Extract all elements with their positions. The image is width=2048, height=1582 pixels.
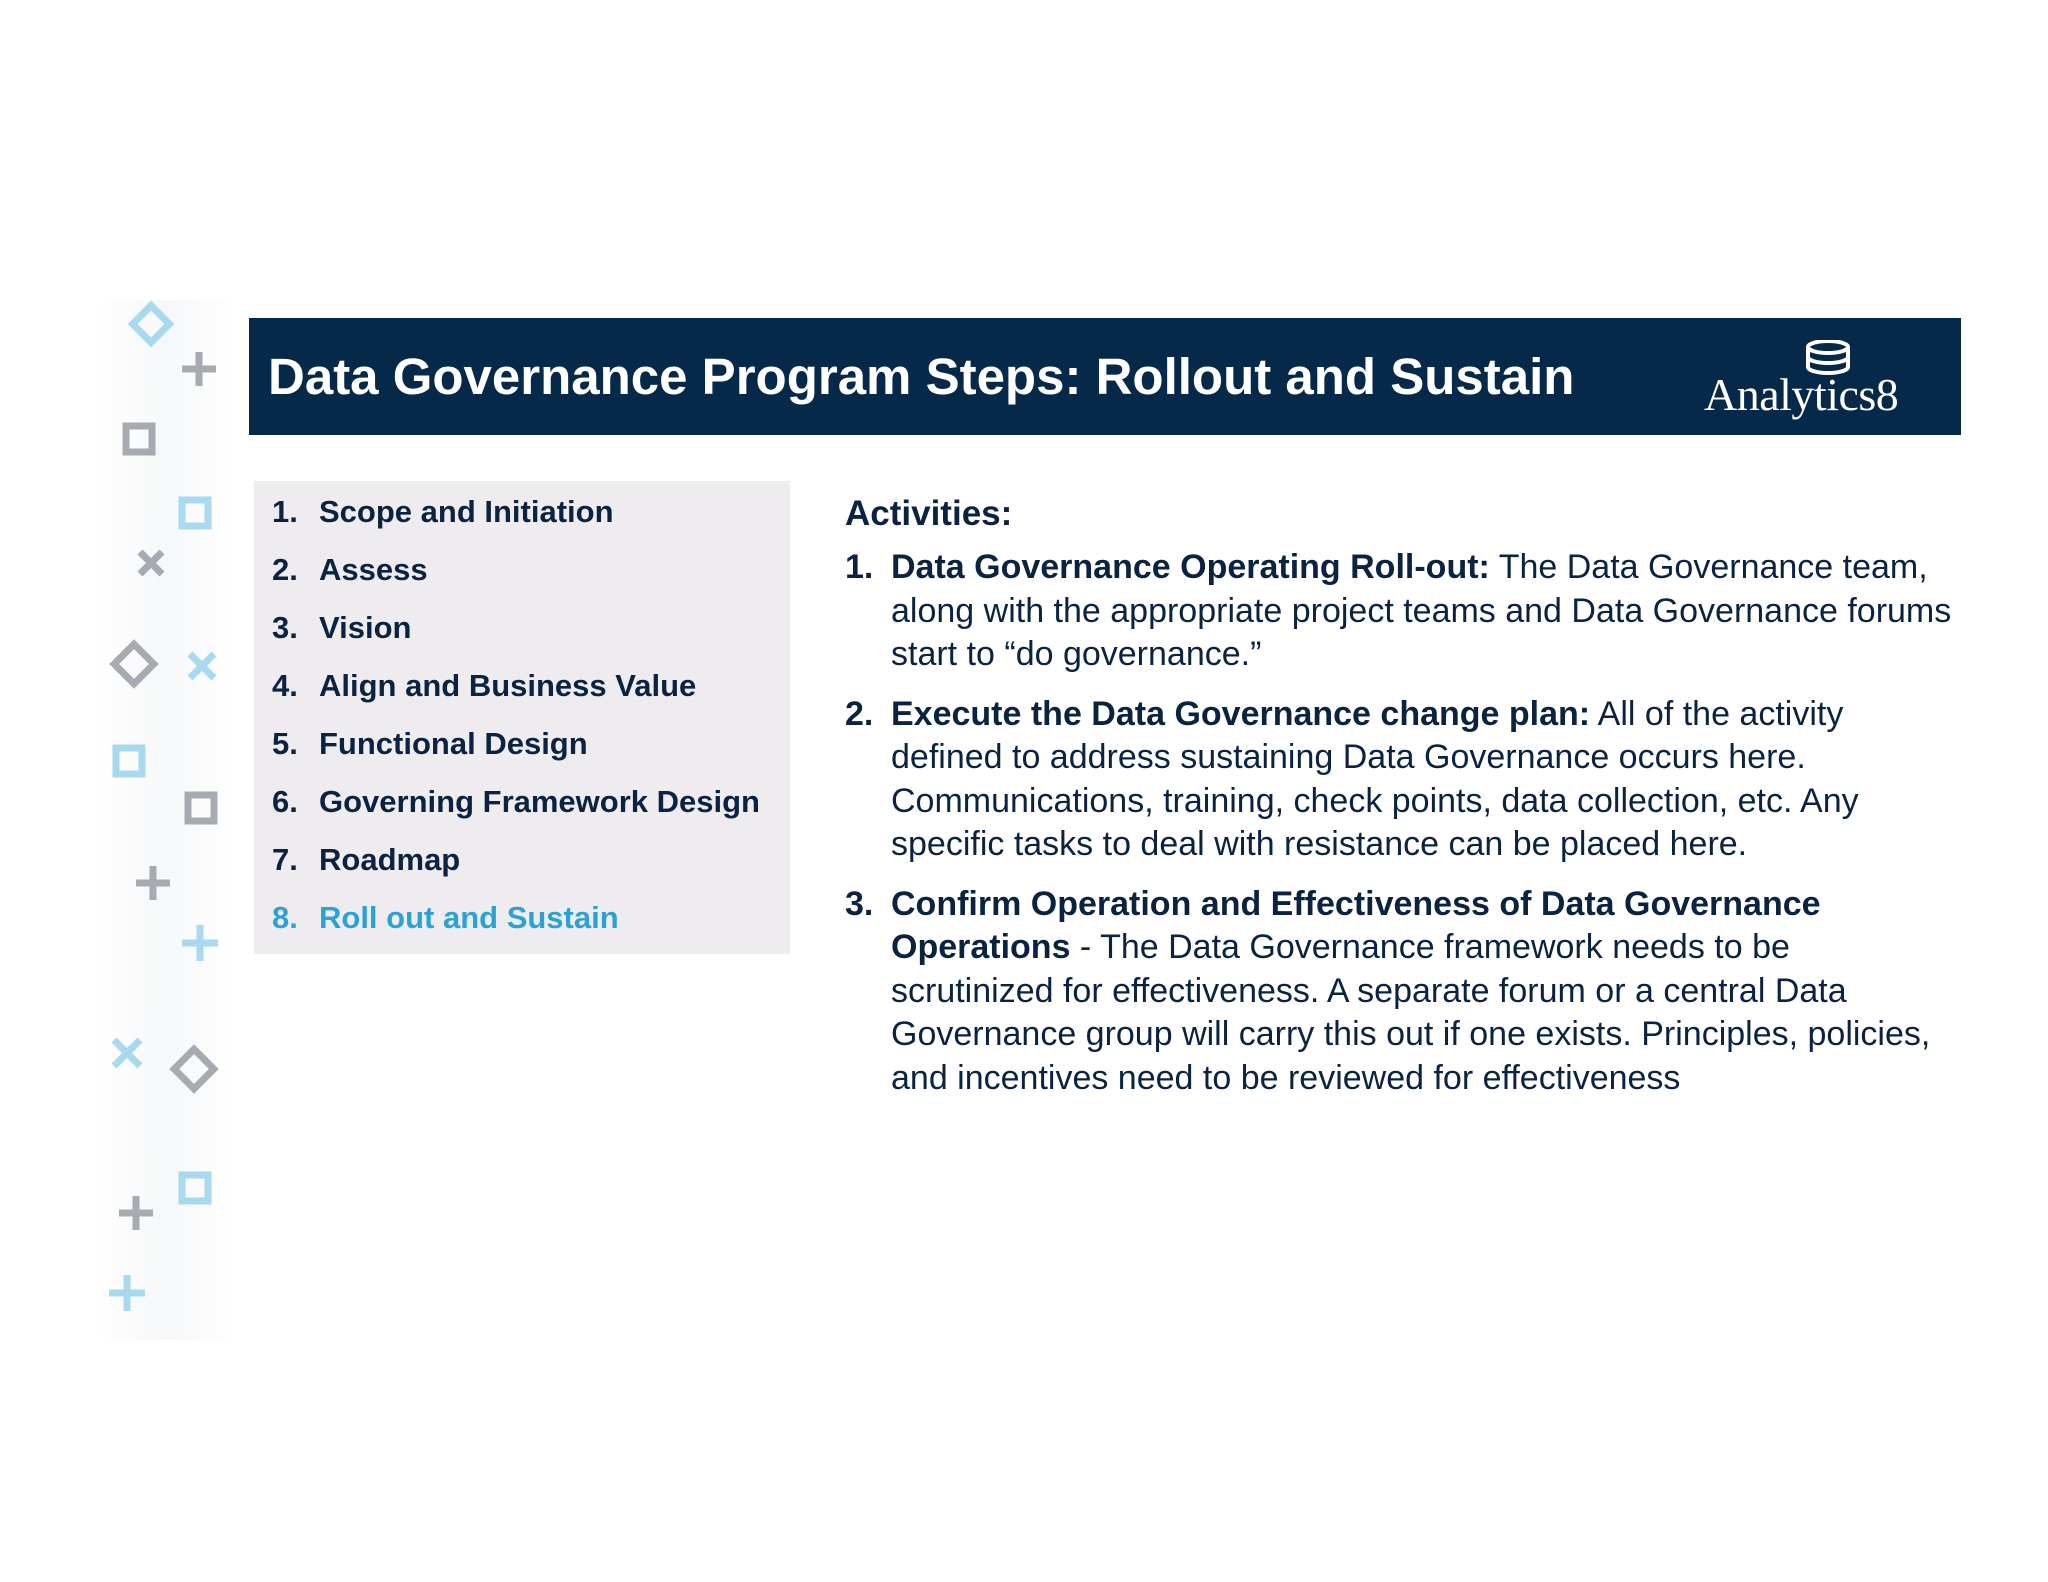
company-logo — [1704, 340, 1919, 420]
activity-title: Execute the Data Governance change plan: — [891, 694, 1591, 733]
step-label: Governing Framework Design — [319, 784, 760, 819]
activity-title: Data Governance Operating Roll-out: — [891, 548, 1490, 586]
step-number: 8. — [272, 900, 298, 935]
step-item-vision — [272, 608, 411, 648]
activity-text: The Data Governance team, along with the appropriate project teams and Data Governance forums start to “do governance.” — [891, 548, 1952, 673]
activity-item-confirm-operation — [845, 883, 1955, 1101]
activity-number: 1. — [845, 548, 874, 586]
activity-text: All of the activity defined to address sustaining Data Governance occurs here. Communications, training, check points, data collection, etc. Any specific tasks to deal with resistance can be placed here. — [891, 694, 1859, 863]
activity-number: 2. — [845, 694, 874, 733]
step-number: 4. — [272, 668, 298, 703]
activity-number: 3. — [845, 884, 874, 923]
step-item-governing-framework — [272, 782, 760, 822]
activity-item-rollout — [845, 546, 1955, 677]
step-label: Align and Business Value — [319, 668, 697, 703]
program-steps-panel — [254, 481, 790, 954]
step-number: 7. — [272, 842, 298, 877]
step-item-assess — [272, 550, 428, 590]
step-item-functional-design — [272, 724, 588, 764]
step-label: Roadmap — [319, 842, 461, 877]
step-item-roadmap — [272, 840, 460, 880]
step-label: Scope and Initiation — [319, 494, 614, 529]
decorative-symbol-column — [96, 300, 236, 1340]
activity-item-change-plan — [845, 693, 1955, 867]
activity-text: - The Data Governance framework needs to be scrutinized for effectiveness. A separate forum or a central Data Governance group will carry this out if one exists. Principles, policies, and incentives need to be reviewed for effectiveness — [891, 928, 1931, 1097]
activities-heading: Activities: — [845, 494, 1013, 533]
activities-section — [845, 492, 1955, 1116]
activity-title: Confirm Operation and Effectiveness of Data Governance Operations — [891, 884, 1821, 966]
step-item-rollout-current — [272, 898, 619, 938]
step-item-scope — [272, 492, 614, 532]
decorative-shapes-icon — [96, 300, 236, 1340]
step-number: 2. — [272, 552, 298, 587]
step-number: 6. — [272, 784, 298, 819]
step-number: 5. — [272, 726, 298, 761]
step-number: 3. — [272, 610, 298, 645]
step-label: Assess — [319, 552, 428, 587]
step-label: Vision — [319, 610, 412, 645]
step-number: 1. — [272, 494, 298, 529]
step-label: Functional Design — [319, 726, 588, 761]
step-item-align — [272, 666, 696, 706]
step-label: Roll out and Sustain — [319, 900, 619, 935]
slide-title: Data Governance Program Steps: Rollout and Sustain — [268, 348, 1575, 405]
slide-header — [249, 318, 1961, 435]
logo-wordmark: Analytics8 — [1704, 369, 1899, 420]
